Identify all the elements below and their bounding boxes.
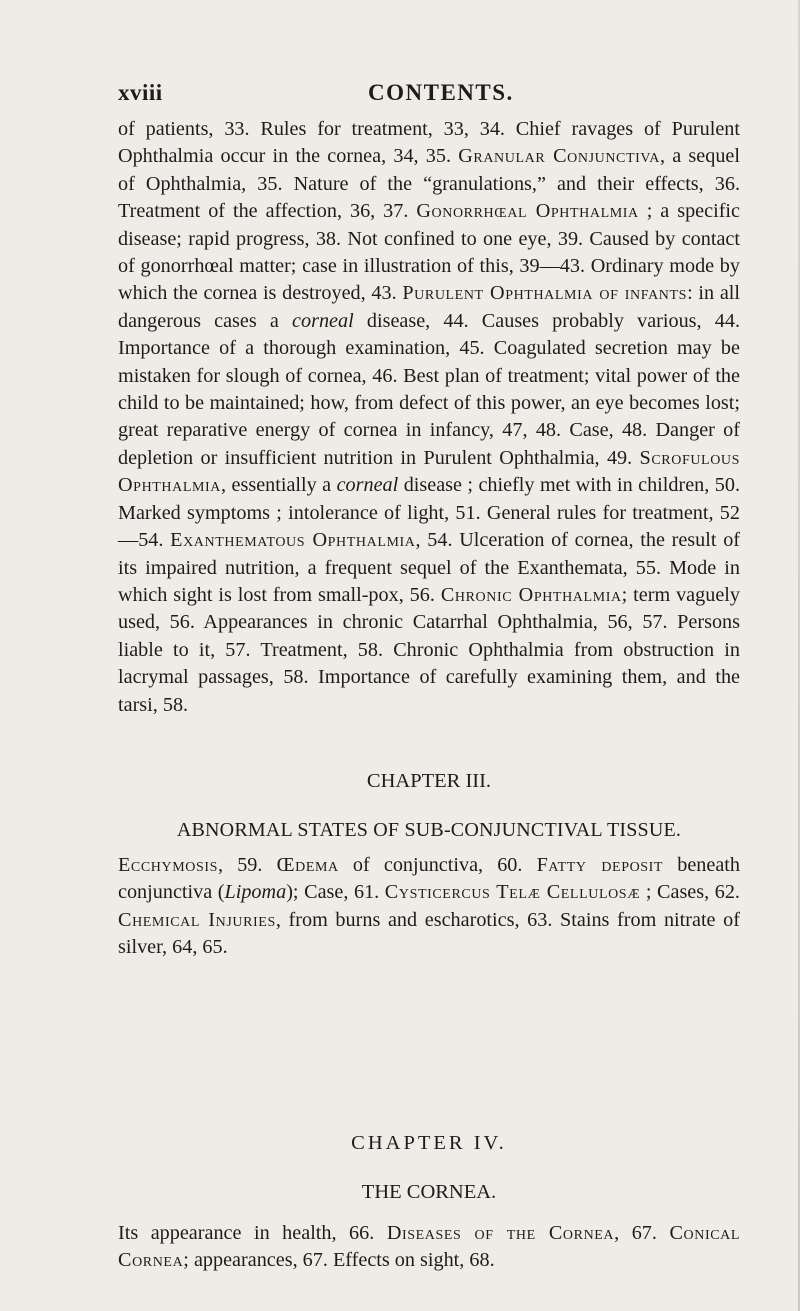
- text-run: disease ; chiefly met with in children, 50. Marked symptoms ; intolerance of light, 51. General rules for treatment, 52—54.: [118, 474, 740, 552]
- topic-purulent-ophthalmia-infants: Purulent Ophthalmia of infants: [402, 282, 688, 305]
- text-run: : in all dangerous cases a: [118, 282, 740, 332]
- italic-term: corneal: [292, 309, 354, 332]
- topic-scrofulous-ophthalmia: Scrofulous Ophthalmia: [118, 446, 740, 497]
- text-run: ; appearances, 67. Effects on sight, 68.: [183, 1249, 495, 1272]
- contents-paragraph-chapter-3: [118, 852, 740, 962]
- text-run: Its appearance in health, 66.: [118, 1222, 387, 1244]
- text-run: of conjunctiva, 60.: [338, 854, 537, 876]
- contents-paragraph-chapter-2-continued: [118, 116, 740, 719]
- page-number: xviii: [118, 80, 163, 105]
- text-run: , a sequel of Ophthalmia, 35. Nature of the “granulations,” and their effects, 36. Treatment of the affection, 36, 37.: [118, 145, 740, 223]
- text-run: , 59.: [218, 854, 277, 876]
- topic-exanthematous-ophthalmia: Exanthematous Ophthalmia: [170, 529, 416, 552]
- text-run: ; a specific disease; rapid progress, 38. Not confined to one eye, 39. Caused by contact of gonorrhœal matter; case in illustration of this, 39—43. Ordinary mode by which the cornea is destroyed, 43.: [118, 200, 740, 305]
- text-run: , from burns and escharotics, 63. Stains from nitrate of silver, 64, 65.: [118, 908, 740, 959]
- text-run: disease, 44. Causes probably various, 44. Importance of a thorough examination, 45. Coagulated secretion may be mistaken for slough of cornea, 46. Best plan of treatment; vital power of the child to be maintained; how, from defect of this power, an eye becomes lost; great reparative energy of cornea in infancy, 47, 48. Case, 48. Danger of depletion or insufficient nutrition in Purulent Ophthalmia, 49.: [118, 309, 740, 469]
- topic-gonorrhoeal-ophthalmia: Gonorrhœal Ophthalmia: [416, 200, 639, 223]
- text-run: , 67.: [614, 1222, 670, 1244]
- chapter-4-title: THE CORNEA.: [361, 1181, 497, 1203]
- topic-chronic-ophthalmia: Chronic Ophthalmia: [440, 583, 622, 606]
- topic-conical-cornea: Conical Cornea: [118, 1222, 741, 1272]
- text-run: , essentially a: [221, 474, 337, 497]
- chapter-3-title: ABNORMAL STATES OF SUB-CONJUNCTIVAL TISSUE.: [176, 819, 682, 841]
- contents-paragraph-chapter-4: [118, 1220, 740, 1275]
- italic-term: corneal: [336, 474, 399, 497]
- text-run: of patients, 33. Rules for treatment, 33, 34. Chief ravages of Purulent Ophthalmia occur in the cornea, 34, 35.: [118, 118, 740, 168]
- italic-term: Lipoma: [224, 881, 287, 904]
- topic-chemical-injuries: Chemical Injuries: [118, 908, 276, 931]
- topic-cysticercus: Cysticercus Telæ Cellulosæ: [384, 881, 641, 904]
- chapter-3-heading: CHAPTER III.: [366, 770, 492, 792]
- topic-diseases-of-cornea: Diseases of the Cornea: [386, 1222, 615, 1244]
- running-title: CONTENTS.: [368, 80, 514, 105]
- chapter-4-heading: CHAPTER IV.: [351, 1132, 507, 1154]
- running-head: [118, 80, 718, 110]
- text-run: , 54. Ulceration of cornea, the result of its impaired nutrition, a frequent sequel of the Exanthemata, 55. Mode in which sight is lost from small-pox, 56.: [118, 529, 741, 606]
- text-run: ); Case, 61.: [286, 881, 385, 904]
- topic-oedema: Œdema: [276, 854, 339, 876]
- text-run: ; term vaguely used, 56. Appearances in chronic Catarrhal Ophthalmia, 56, 57. Persons liable to it, 57. Treatment, 58. Chronic Ophthalmia from obstruction in lacrymal passages, 58. Importance of carefully examining them, and the tarsi, 58.: [118, 583, 740, 716]
- text-run: ; Cases, 62.: [640, 881, 740, 904]
- text-run: beneath conjunctiva (: [118, 854, 741, 904]
- topic-fatty-deposit: Fatty deposit: [536, 854, 664, 876]
- topic-ecchymosis: Ecchymosis: [118, 854, 219, 876]
- topic-granular-conjunctiva: Granular Conjunctiva: [458, 145, 661, 168]
